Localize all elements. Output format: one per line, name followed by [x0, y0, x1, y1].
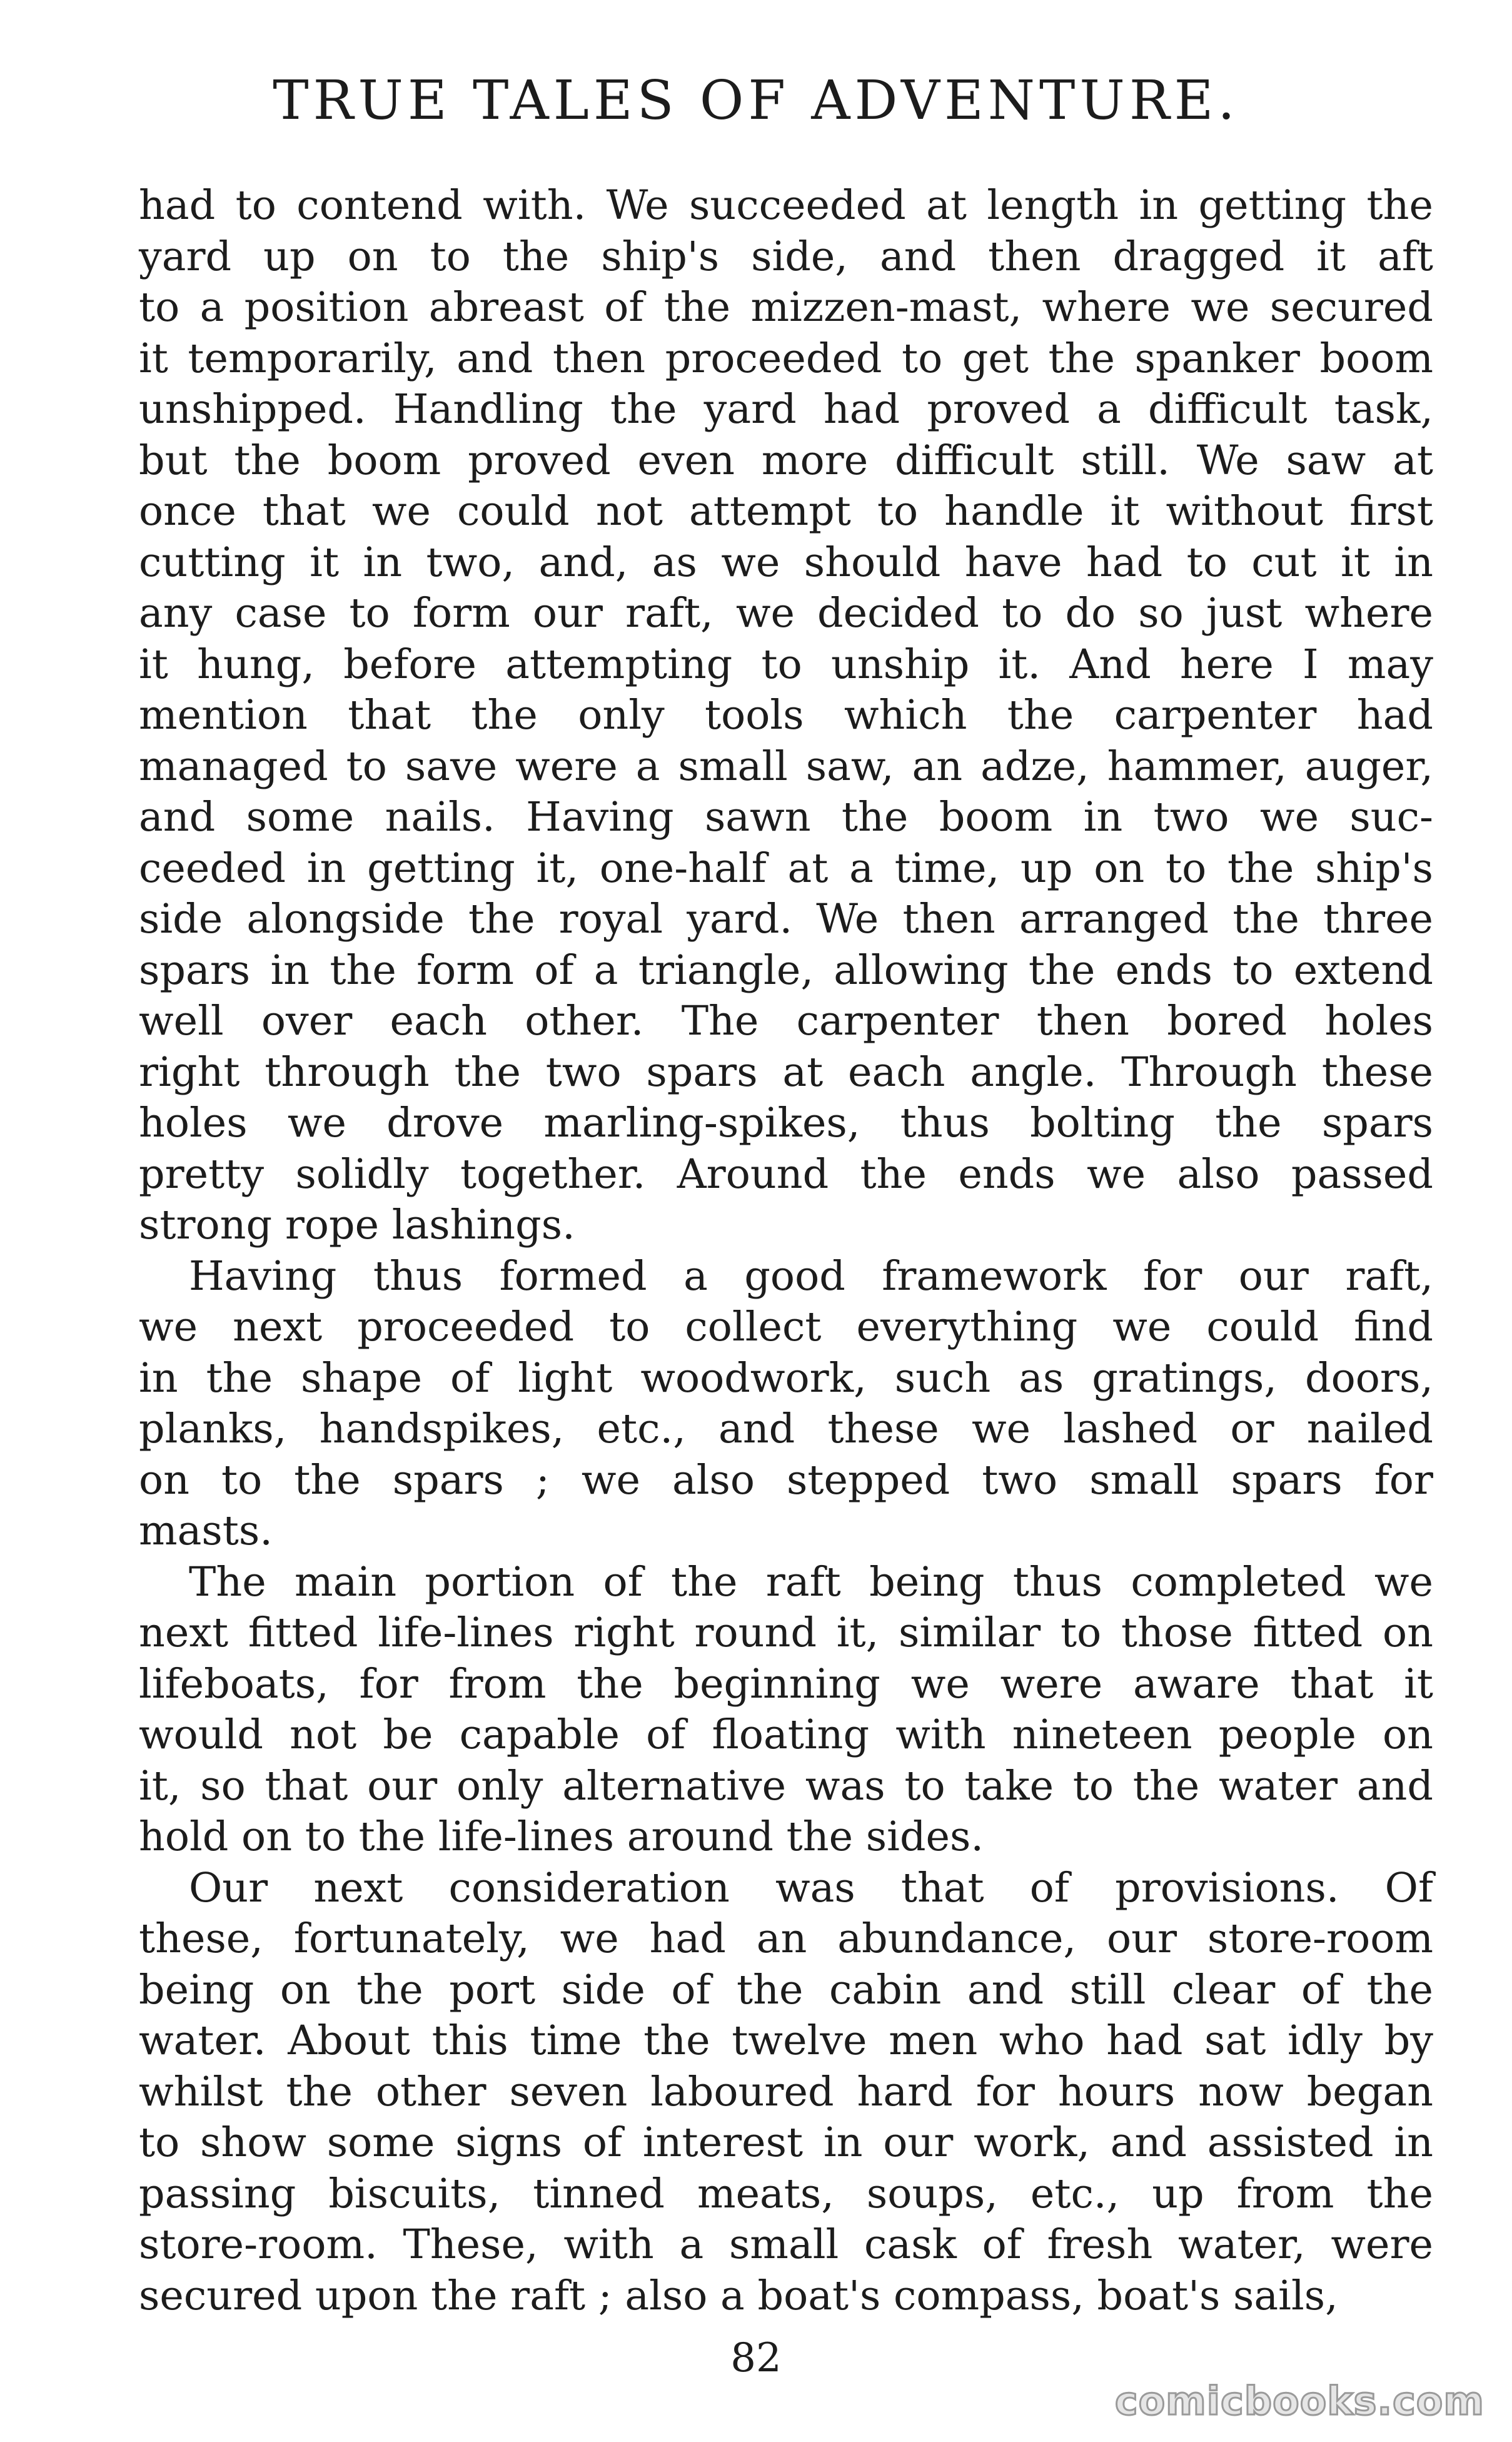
text-line: right through the two spars at each angle. Through these — [139, 1048, 1433, 1096]
text-line: we next proceeded to collect everything we could find — [139, 1304, 1433, 1350]
text-line: store-room. These, with a small cask of fresh water, were — [139, 2221, 1433, 2268]
text-line: Our next consideration was that of provisions. Of — [189, 1864, 1433, 1912]
paragraph — [139, 1863, 1433, 2322]
text-line: once that we could not attempt to handle it without first — [139, 488, 1433, 535]
text-line: and some nails. Having sawn the boom in two we suc- — [139, 794, 1433, 841]
text-line: managed to save were a small saw, an adze, hammer, auger, — [139, 742, 1433, 790]
text-line: strong rope lashings. — [139, 1202, 575, 1249]
text-line: The main portion of the raft being thus completed we — [189, 1558, 1433, 1606]
text-line: secured upon the raft ; also a boat's compass, boat's sails, — [139, 2272, 1338, 2319]
text-line: these, fortunately, we had an abundance, our store-room — [139, 1915, 1433, 1962]
page-number: 82 — [730, 2335, 782, 2381]
body-text — [139, 180, 1433, 2321]
text-line: yard up on to the ship's side, and then dragged it aft — [139, 233, 1433, 280]
text-line: water. About this time the twelve men who had sat idly by — [139, 2017, 1433, 2064]
running-title: TRUE TALES OF ADVENTURE. — [273, 69, 1239, 132]
text-line: side alongside the royal yard. We then arranged the three — [139, 896, 1433, 943]
text-line: planks, handspikes, etc., and these we lashed or nailed — [139, 1406, 1433, 1452]
text-line: mention that the only tools which the carpenter had — [139, 692, 1433, 739]
text-line: to show some signs of interest in our work, and assisted in — [139, 2119, 1433, 2166]
text-line: it hung, before attempting to unship it. And here I may — [139, 641, 1433, 688]
paragraph — [139, 1557, 1433, 1863]
watermark-logo: comicbooks.com — [1114, 2378, 1484, 2424]
paragraph — [139, 180, 1433, 1251]
text-line: but the boom proved even more difficult still. We saw at — [139, 437, 1433, 484]
text-line: pretty solidly together. Around the ends we also passed — [139, 1150, 1433, 1198]
text-line: it temporarily, and then proceeded to get the spanker boom — [139, 335, 1433, 382]
text-line: next fitted life-lines right round it, similar to those fitted on — [139, 1609, 1433, 1656]
text-line: hold on to the life-lines around the sides. — [139, 1813, 984, 1860]
text-line: unshipped. Handling the yard had proved a difficult task, — [139, 386, 1433, 433]
text-line: to a position abreast of the mizzen-mast, where we secured — [139, 284, 1433, 331]
paragraph — [139, 1251, 1433, 1557]
text-line: in the shape of light woodwork, such as gratings, doors, — [139, 1354, 1433, 1402]
text-line: it, so that our only alternative was to take to the water and — [139, 1762, 1433, 1810]
text-line: would not be capable of floating with nineteen people on — [139, 1711, 1433, 1758]
text-line: on to the spars ; we also stepped two small spars for — [139, 1456, 1433, 1504]
text-line: ceeded in getting it, one-half at a time, up on to the ship's — [139, 844, 1433, 892]
text-line: cutting it in two, and, as we should have had to cut it in — [139, 539, 1433, 586]
text-line: holes we drove marling-spikes, thus bolting the spars — [139, 1100, 1433, 1147]
text-line: whilst the other seven laboured hard for hours now began — [139, 2068, 1433, 2115]
text-line: Having thus formed a good framework for our raft, — [189, 1252, 1433, 1300]
text-line: lifeboats, for from the beginning we were aware that it — [139, 1660, 1433, 1708]
text-line: masts. — [139, 1507, 273, 1554]
text-line: passing biscuits, tinned meats, soups, etc., up from the — [139, 2170, 1433, 2217]
text-line: had to contend with. We succeeded at length in getting the — [139, 182, 1433, 229]
text-line: being on the port side of the cabin and still clear of the — [139, 1966, 1433, 2014]
text-line: any case to form our raft, we decided to do so just where — [139, 590, 1433, 637]
text-line: spars in the form of a triangle, allowing the ends to extend — [139, 946, 1433, 994]
text-line: well over each other. The carpenter then bored holes — [139, 998, 1433, 1045]
